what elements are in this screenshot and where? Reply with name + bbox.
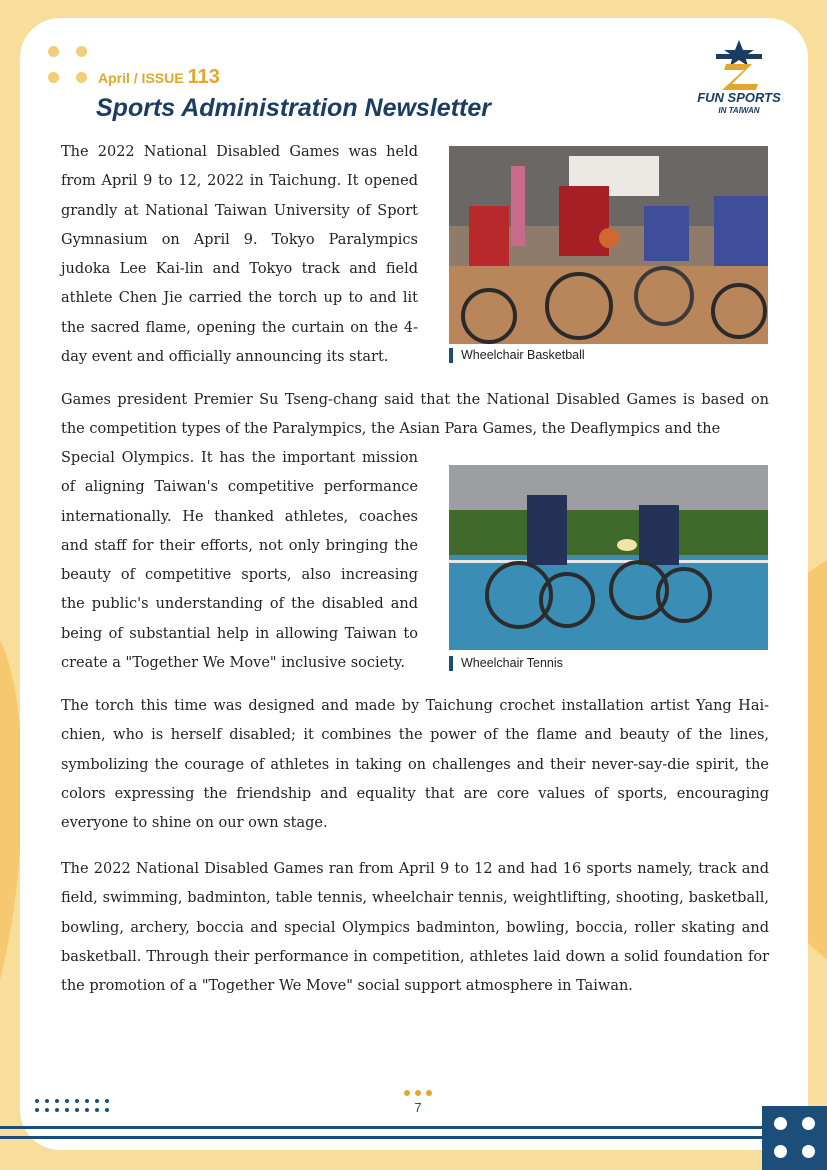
photo-wheelchair-basketball bbox=[449, 146, 768, 344]
article-paragraph-3: The torch this time was designed and made by Taichung crochet installation artist Yang Hai-chien, who is herself disabled; it combines the power of the flame and beauty of the lines, symbolizing the courage of athletes in taking on challenges and their never-say-die spirit, the colors expressing the friendship and equality that are core values of sports, encouraging everyone to shine on our own stage. bbox=[61, 698, 769, 832]
photo-caption: Wheelchair Tennis bbox=[449, 656, 563, 671]
issue-line bbox=[98, 66, 220, 89]
article-paragraph-1: The 2022 National Disabled Games was held from April 9 to 12, 2022 in Taichung. It opened grandly at National Taiwan University of Sport Gymnasium on April 9. Tokyo Paralympics judoka Lee Kai-lin and Tokyo track and field athlete Chen Jie carried the torch up to and lit the sacred flame, opening the curtain on the 4-day event and officially announcing its start. bbox=[61, 144, 418, 366]
page-number: 7 bbox=[414, 1100, 422, 1115]
newsletter-title: Sports Administration Newsletter bbox=[96, 94, 491, 122]
article-paragraph-4: The 2022 National Disabled Games ran from April 9 to 12 and had 16 sports namely, track and field, swimming, badminton, table tennis, wheelchair tennis, weightlifting, shooting, basketball, bowling, archery, boccia and special Olympics badminton, bowling, boccia, roller skating and basketball. Through their performance in competition, athletes laid down a solid foundation for the promotion of a "Together We Move" social support atmosphere in Taiwan. bbox=[61, 861, 769, 995]
issue-number: 113 bbox=[187, 66, 220, 88]
star-figure-icon bbox=[686, 38, 792, 92]
logo-line2: IN TAIWAN bbox=[718, 106, 760, 115]
corner-dots-box bbox=[762, 1106, 827, 1170]
page-number-dots bbox=[404, 1090, 434, 1096]
fun-sports-logo bbox=[686, 38, 792, 120]
issue-label: April / ISSUE bbox=[98, 70, 184, 86]
article-paragraph-2-top: Games president Premier Su Tseng-chang said that the National Disabled Games is based on the competition types of the Paralympics, the Asian Para Games, the Deaflympics and the bbox=[61, 392, 769, 438]
logo-line1: FUN SPORTS bbox=[697, 90, 781, 105]
footer-lines bbox=[0, 1126, 762, 1146]
article-paragraph-2-bottom: Special Olympics. It has the important mission of aligning Taiwan's competitive performance internationally. He thanked athletes, coaches and staff for their efforts, not only bringing the beauty of competitive sports, also increasing the public's understanding of the disabled and being of substantial help in allowing Taiwan to create a "Together We Move" inclusive society. bbox=[61, 450, 418, 672]
photo-wheelchair-tennis bbox=[449, 465, 768, 650]
footer-dots bbox=[35, 1099, 115, 1115]
photo-caption: Wheelchair Basketball bbox=[449, 348, 585, 363]
